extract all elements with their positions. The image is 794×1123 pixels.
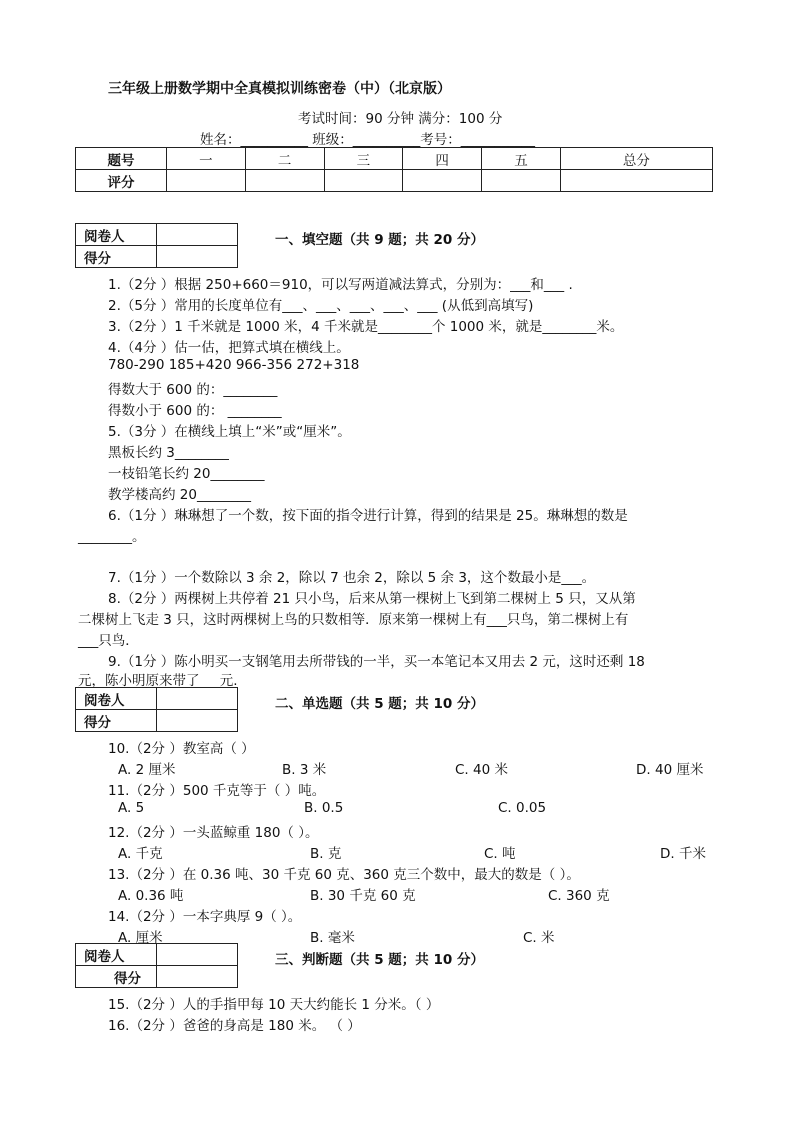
option-b: B. 3 米 xyxy=(282,762,327,778)
score-col-1: 一 xyxy=(167,148,246,170)
score-cell[interactable] xyxy=(482,170,561,192)
question-line: 16.（2分 ）爸爸的身高是 180 米。 （ ） xyxy=(108,1018,361,1034)
score-label: 得分 xyxy=(76,710,157,732)
option-b: B. 克 xyxy=(310,846,342,862)
score-cell[interactable] xyxy=(157,246,238,268)
score-cell[interactable] xyxy=(167,170,246,192)
option-b: B. 30 千克 60 克 xyxy=(310,888,416,904)
score-cell[interactable] xyxy=(324,170,403,192)
question-line: 6.（1分 ）琳琳想了一个数，按下面的指令进行计算，得到的结果是 25。琳琳想的数是 xyxy=(108,508,628,524)
option-a: A. 千克 xyxy=(118,846,163,862)
reviewer-label: 阅卷人 xyxy=(76,224,157,246)
reviewer-cell[interactable] xyxy=(157,944,238,966)
question-line: ________。 xyxy=(78,529,146,545)
score-cell[interactable] xyxy=(403,170,482,192)
option-b: B. 毫米 xyxy=(310,930,355,946)
question-line: 元，陈小明原来带了___元. xyxy=(78,673,238,689)
question-line: 1.（2分 ）根据 250+660＝910，可以写两道减法算式，分别为：___和___ . xyxy=(108,277,573,293)
reviewer-cell[interactable] xyxy=(157,224,238,246)
question-line: 得数大于 600 的：________ xyxy=(108,382,278,398)
option-a: A. 2 厘米 xyxy=(118,762,176,778)
option-c: C. 40 米 xyxy=(455,762,508,778)
option-b: B. 0.5 xyxy=(304,800,344,816)
question-line: 15.（2分 ）人的手指甲每 10 天大约能长 1 分米。（ ） xyxy=(108,997,440,1013)
option-a: A. 厘米 xyxy=(118,930,163,946)
score-col-2: 二 xyxy=(245,148,324,170)
reviewer-label: 阅卷人 xyxy=(76,944,157,966)
question-line: 一枝铅笔长约 20________ xyxy=(108,466,265,482)
score-col-3: 三 xyxy=(324,148,403,170)
student-info: 姓名：__________ 班级：__________考号：___________ xyxy=(200,132,536,148)
option-a: A. 5 xyxy=(118,800,145,816)
score-cell[interactable] xyxy=(157,966,238,988)
question-line: 9.（1分 ）陈小明买一支钢笔用去所带钱的一半，买一本笔记本又用去 2 元，这时还剩 18 xyxy=(108,654,645,670)
page-title: 三年级上册数学期中全真模拟训练密卷（中）（北京版） xyxy=(108,81,451,97)
score-col-5: 五 xyxy=(482,148,561,170)
score-label: 得分 xyxy=(76,966,157,988)
question-line: 780-290 185+420 966-356 272+318 xyxy=(108,357,360,373)
question-line: 3.（2分 ）1 千米就是 1000 米，4 千米就是________个 1000 米，就是________米。 xyxy=(108,319,624,335)
question-stem: 10.（2分 ）教室高（ ） xyxy=(108,741,255,757)
score-table-header-row xyxy=(76,148,713,170)
question-stem: 11.（2分 ）500 千克等于（ ）吨。 xyxy=(108,783,326,799)
question-stem: 13.（2分 ）在 0.36 吨、30 千克 60 克、360 克三个数中，最大的数是（ ）。 xyxy=(108,867,580,883)
question-stem: 12.（2分 ）一头蓝鲸重 180（ ）。 xyxy=(108,825,319,841)
score-cell[interactable] xyxy=(560,170,712,192)
question-line: 5.（3分 ）在横线上填上“米”或“厘米”。 xyxy=(108,424,351,440)
reviewer-label: 阅卷人 xyxy=(76,688,157,710)
question-line: 得数小于 600 的： ________ xyxy=(108,403,282,419)
option-c: C. 吨 xyxy=(484,846,516,862)
score-col-total: 总分 xyxy=(560,148,712,170)
exam-info: 考试时间：90 分钟 满分：100 分 xyxy=(298,111,503,127)
question-line: ___只鸟． xyxy=(78,633,139,649)
option-d: D. 千米 xyxy=(660,846,706,862)
section-2-title: 二、单选题（共 5 题；共 10 分） xyxy=(275,696,484,712)
option-d: D. 40 厘米 xyxy=(636,762,704,778)
reviewer-box-2 xyxy=(75,687,238,732)
score-col-label: 题号 xyxy=(76,148,167,170)
question-line: 教学楼高约 20________ xyxy=(108,487,251,503)
section-3-title: 三、判断题（共 5 题；共 10 分） xyxy=(275,952,484,968)
reviewer-cell[interactable] xyxy=(157,688,238,710)
score-cell[interactable] xyxy=(157,710,238,732)
score-cell[interactable] xyxy=(245,170,324,192)
question-line: 8.（2分 ）两棵树上共停着 21 只小鸟，后来从第一棵树上飞到第二棵树上 5 只，又从第 xyxy=(108,591,636,607)
question-line: 7.（1分 ）一个数除以 3 余 2，除以 7 也余 2，除以 5 余 3，这个数最小是___。 xyxy=(108,570,596,586)
score-table-score-row xyxy=(76,170,713,192)
option-c: C. 360 克 xyxy=(548,888,610,904)
score-label: 得分 xyxy=(76,246,157,268)
question-line: 黑板长约 3________ xyxy=(108,445,229,461)
question-line: 二棵树上飞走 3 只，这时两棵树上鸟的只数相等．原来第一棵树上有___只鸟，第二棵树上有 xyxy=(78,612,629,628)
score-row-label: 评分 xyxy=(76,170,167,192)
question-line: 4.（4分 ）估一估，把算式填在横线上。 xyxy=(108,340,350,356)
reviewer-box-3 xyxy=(75,943,238,988)
question-line: 2.（5分 ）常用的长度单位有___、___、___、___、___ (从低到高填写) xyxy=(108,298,534,314)
option-c: C. 米 xyxy=(523,930,555,946)
score-table xyxy=(75,147,713,192)
section-1-title: 一、填空题（共 9 题；共 20 分） xyxy=(275,232,484,248)
option-a: A. 0.36 吨 xyxy=(118,888,184,904)
question-stem: 14.（2分 ）一本字典厚 9（ ）。 xyxy=(108,909,302,925)
score-col-4: 四 xyxy=(403,148,482,170)
reviewer-box-1 xyxy=(75,223,238,268)
option-c: C. 0.05 xyxy=(498,800,547,816)
